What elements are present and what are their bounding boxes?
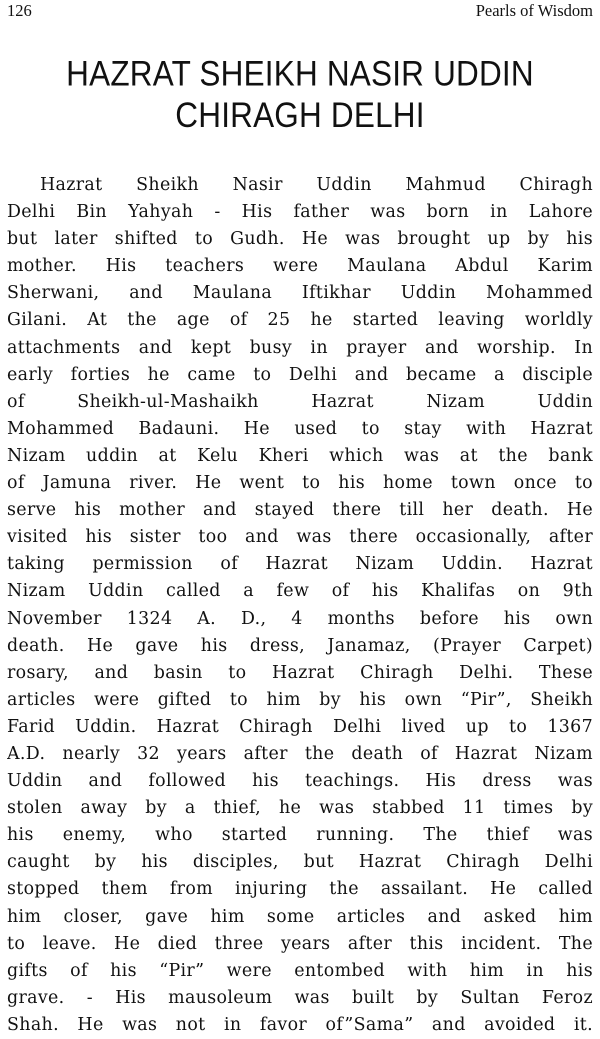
text-line: Gilani. At the age of 25 he started leaving worldly bbox=[7, 310, 593, 331]
text-line: Sherwani, and Maulana Iftikhar Uddin Mohammed bbox=[7, 283, 593, 304]
text-line: caught by his disciples, but Hazrat Chiragh Delhi bbox=[7, 852, 593, 873]
text-line: Farid Uddin. Hazrat Chiragh Delhi lived up to 1367 bbox=[7, 716, 593, 737]
running-header bbox=[7, 0, 593, 27]
text-line: rosary, and basin to Hazrat Chiragh Delhi. These bbox=[7, 662, 593, 683]
text-line: visited his sister too and was there occasionally, after bbox=[7, 527, 593, 548]
text-line: articles were gifted to him by his own “Pir”, Sheikh bbox=[7, 689, 593, 710]
text-line: Hazrat Sheikh Nasir Uddin Mahmud Chiragh bbox=[40, 175, 593, 195]
text-line: but later shifted to Gudh. He was brought up by his bbox=[7, 229, 593, 250]
text-line: Nizam uddin at Kelu Kheri which was at the bank bbox=[7, 445, 593, 466]
text-line: stopped them from injuring the assailant. He called bbox=[7, 879, 593, 900]
text-line: Shah. He was not in favor of”Sama” and avoided it. bbox=[7, 1014, 593, 1035]
chapter-title-line: HAZRAT SHEIKH NASIR UDDIN bbox=[66, 53, 534, 94]
text-line: Uddin and followed his teachings. His dress was bbox=[7, 771, 593, 792]
body-paragraph bbox=[7, 172, 593, 1039]
chapter-title bbox=[7, 53, 593, 136]
text-line: early forties he came to Delhi and became a disciple bbox=[7, 364, 593, 385]
text-line: attachments and kept busy in prayer and worship. In bbox=[7, 337, 593, 358]
text-line: grave. - His mausoleum was built by Sultan Feroz bbox=[7, 987, 593, 1008]
text-line: his enemy, who started running. The thief was bbox=[7, 825, 593, 846]
page-number: 126 bbox=[7, 1, 32, 20]
text-line: A.D. nearly 32 years after the death of Hazrat Nizam bbox=[7, 743, 593, 764]
text-line: him closer, gave him some articles and asked him bbox=[7, 906, 593, 927]
text-line: stolen away by a thief, he was stabbed 11 times by bbox=[7, 798, 593, 819]
text-line: of Sheikh-ul-Mashaikh Hazrat Nizam Uddin bbox=[7, 391, 593, 412]
text-line: Mohammed Badauni. He used to stay with Hazrat bbox=[7, 418, 593, 439]
text-line: November 1324 A. D., 4 months before his own bbox=[7, 608, 593, 629]
text-line: taking permission of Hazrat Nizam Uddin. Hazrat bbox=[7, 554, 593, 575]
text-line: to leave. He died three years after this incident. The bbox=[7, 933, 593, 954]
text-line: gifts of his “Pir” were entombed with him in his bbox=[7, 960, 593, 981]
text-line: serve his mother and stayed there till her death. He bbox=[7, 500, 593, 521]
book-title: Pearls of Wisdom bbox=[475, 1, 593, 20]
text-line: Nizam Uddin called a few of his Khalifas on 9th bbox=[7, 581, 593, 602]
text-line: of Jamuna river. He went to his home town once to bbox=[7, 473, 593, 494]
text-line: mother. His teachers were Maulana Abdul Karim bbox=[7, 256, 593, 277]
chapter-title-line: CHIRAGH DELHI bbox=[175, 94, 425, 135]
text-line: death. He gave his dress, Janamaz, (Prayer Carpet) bbox=[7, 635, 593, 656]
text-line: Delhi Bin Yahyah - His father was born in Lahore bbox=[7, 202, 593, 223]
